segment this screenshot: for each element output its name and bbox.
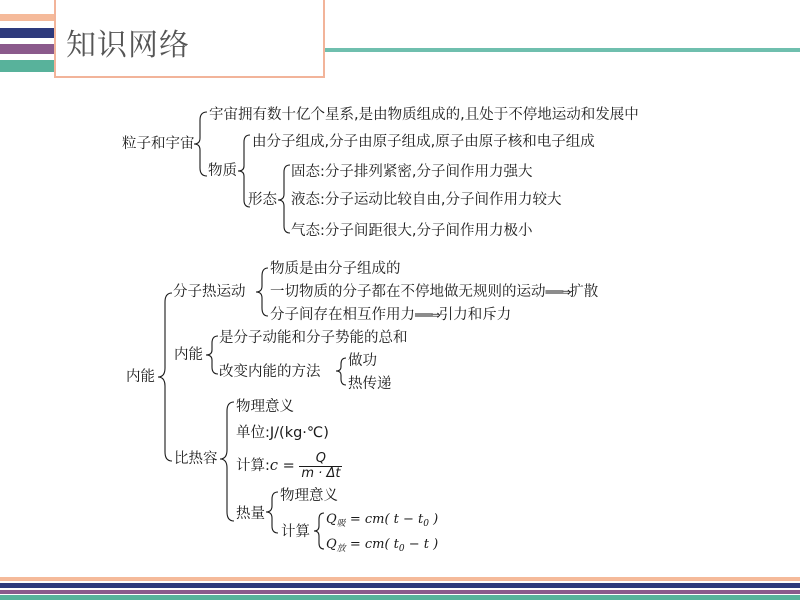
thermal-point-1: 物质是由分子组成的 xyxy=(270,261,401,277)
brace-specific-heat xyxy=(220,402,234,521)
particles-universe-label: 粒子和宇宙 xyxy=(122,136,195,152)
internal-energy-root: 内能 xyxy=(126,369,155,385)
inner-energy-definition: 是分子动能和分子势能的总和 xyxy=(219,330,408,346)
solid-state: 固态:分子排列紧密,分子间作用力强大 xyxy=(291,164,533,180)
universe-statement: 宇宙拥有数十亿个星系,是由物质组成的,且处于不停地运动和发展中 xyxy=(209,107,639,123)
liquid-state: 液态:分子运动比较自由,分子间作用力较大 xyxy=(291,192,562,208)
inner-energy-label: 内能 xyxy=(174,347,203,363)
method-work: 做功 xyxy=(348,353,377,369)
brace-inner-energy xyxy=(158,293,172,461)
state-label: 形态 xyxy=(248,192,277,208)
method-heat-transfer: 热传递 xyxy=(348,376,392,392)
brace-inner xyxy=(206,336,218,374)
heat-absorbed-formula: $Q_吸 = cm$( $t - t_0$ ) xyxy=(326,512,439,529)
specific-heat-unit: 单位:J/(kg·℃) xyxy=(236,425,329,441)
thermal-motion-label: 分子热运动 xyxy=(173,284,246,300)
specific-heat-formula: 计算:c = $\frac{Q}{m \cdot \Delta t}$ xyxy=(236,450,341,481)
brace-state xyxy=(278,165,290,233)
double-arrow-icon: ═══⇒ xyxy=(545,285,570,299)
brace-thermal xyxy=(256,268,268,316)
brace-heat xyxy=(266,492,278,533)
matter-composition: 由分子组成,分子由原子组成,原子由原子核和电子组成 xyxy=(252,134,595,150)
page-title: 知识网络 xyxy=(66,28,190,63)
formula-fraction: $\frac{Q}{m \cdot \Delta t}$ xyxy=(301,450,341,481)
change-methods-label: 改变内能的方法 xyxy=(219,364,321,380)
brace-calc xyxy=(314,513,324,549)
thermal-point-2: 一切物质的分子都在不停地做无规则的运动═══⇒扩散 xyxy=(270,284,599,300)
heat-meaning: 物理意义 xyxy=(280,488,338,504)
heat-label: 热量 xyxy=(236,506,265,522)
specific-heat-label: 比热容 xyxy=(174,451,218,467)
thermal-point-3: 分子间存在相互作用力═══⇒引力和斥力 xyxy=(270,307,512,323)
heat-released-formula: $Q_放 = cm$( $t_0 - t$ ) xyxy=(326,537,439,554)
specific-heat-meaning: 物理意义 xyxy=(236,399,294,415)
brace-methods xyxy=(336,358,346,385)
gas-state: 气态:分子间距很大,分子间作用力极小 xyxy=(291,223,533,239)
heat-calc-label: 计算 xyxy=(281,524,310,540)
matter-label: 物质 xyxy=(208,163,237,179)
brace-particles xyxy=(194,112,207,176)
double-arrow-icon: ═══⇒ xyxy=(415,308,439,322)
